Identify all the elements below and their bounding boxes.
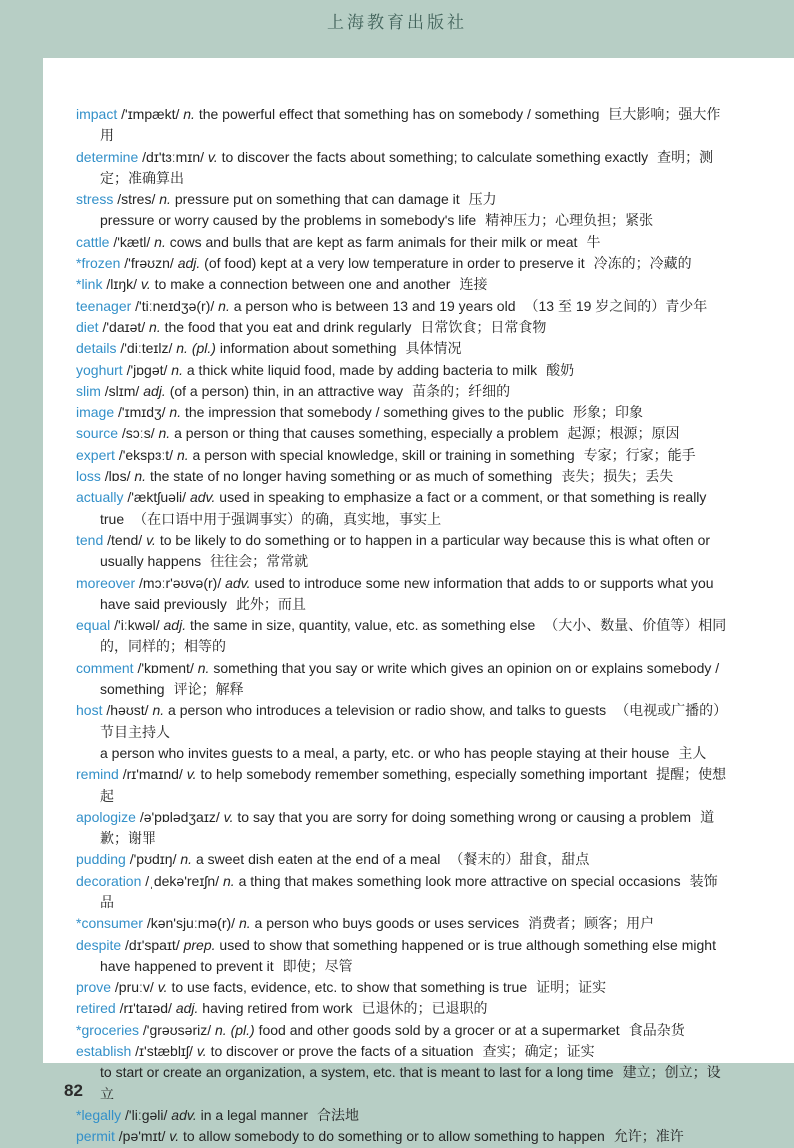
- definition-zh: 此外；而且: [235, 595, 306, 612]
- part-of-speech: adv.: [171, 1106, 197, 1123]
- part-of-speech: v.: [157, 979, 168, 996]
- vocab-entry-host: [76, 700, 728, 764]
- part-of-speech: v.: [196, 1043, 207, 1060]
- part-of-speech: n.: [154, 233, 166, 250]
- glossary-list: [76, 104, 728, 1148]
- definition-en: the state of no longer having something or as much of something: [149, 468, 553, 485]
- definition-zh: （13 至 19 岁之间的）青少年: [524, 297, 708, 314]
- definition-en: cows and bulls that are kept as farm animals for their milk or meat: [169, 233, 578, 250]
- phonetic: /'ekspɜːt/: [118, 446, 174, 463]
- part-of-speech: n.: [171, 361, 183, 378]
- phonetic: /həʊst/: [106, 702, 149, 719]
- definition-en: a person who is between 13 and 19 years old: [233, 297, 516, 314]
- definition-en: used to show that something happened or is true although something else might have happened to prevent it: [100, 936, 716, 974]
- definition-en: to discover or prove the facts of a situation: [210, 1043, 474, 1060]
- vocab-entry-determine: [76, 147, 728, 190]
- definition-en: to help somebody remember something, especially something important: [200, 766, 648, 783]
- definition-zh: 评论；解释: [173, 681, 244, 698]
- part-of-speech: adj.: [143, 382, 166, 399]
- phonetic: /rɪ'taɪəd/: [119, 1000, 172, 1017]
- headword: actually: [76, 489, 124, 506]
- definition-zh: 起源；根源；原因: [567, 425, 680, 442]
- phonetic: /rɪ'maɪnd/: [122, 766, 183, 783]
- definition-en: the impression that somebody / something gives to the public: [185, 404, 564, 421]
- part-of-speech: n.: [158, 425, 171, 442]
- definition-zh: 食品杂货: [628, 1021, 685, 1038]
- vocab-entry-decoration: [76, 871, 728, 914]
- part-of-speech: v.: [223, 808, 234, 825]
- definition-zh: 证明；证实: [536, 979, 607, 996]
- definition-en: (of food) kept at a very low temperature in order to preserve it: [204, 255, 585, 272]
- vocab-entry-consumer: [76, 913, 728, 934]
- headword: cattle: [76, 233, 110, 250]
- definition-zh: 即使；尽管: [282, 957, 353, 974]
- phonetic: /kən'sjuːmə(r)/: [146, 915, 236, 932]
- part-of-speech: adv.: [189, 489, 216, 506]
- headword: establish: [76, 1043, 132, 1060]
- headword: retired: [76, 1000, 116, 1017]
- definition-en: to be likely to do something or to happen in a particular way because this is what often or usually happens: [100, 531, 711, 570]
- vocab-entry-equal: [76, 615, 728, 658]
- definition-en: a thing that makes something look more attractive on special occasions: [238, 872, 681, 889]
- definition-zh: 装饰品: [100, 872, 718, 910]
- vocab-entry-yoghurt: [76, 360, 728, 381]
- headword: *legally: [76, 1106, 122, 1123]
- part-of-speech: adj.: [177, 255, 201, 272]
- definition-en: to make a connection between one and another: [154, 276, 451, 293]
- definition-en: a thick white liquid food, made by adding bacteria to milk: [186, 361, 538, 378]
- phonetic: /'iːkwəl/: [114, 617, 160, 634]
- headword: loss: [76, 468, 101, 485]
- part-of-speech: n.: [180, 851, 193, 868]
- secondary-sense: [100, 1062, 728, 1105]
- phonetic: /lɒs/: [104, 468, 131, 485]
- part-of-speech: n.: [222, 872, 235, 889]
- part-of-speech: n.: [183, 106, 195, 122]
- definition-en: the same in size, quantity, value, etc. as something else: [189, 617, 536, 634]
- definition-en: the food that you eat and drink regularly: [164, 318, 412, 335]
- vocab-entry-retired: [76, 998, 728, 1019]
- part-of-speech: n.: [149, 318, 161, 335]
- secondary-sense: [100, 743, 728, 764]
- definition-en: information about something: [219, 340, 397, 357]
- part-of-speech: n.: [134, 468, 147, 485]
- headword: slim: [76, 382, 101, 399]
- headword: stress: [76, 191, 114, 208]
- vocab-entry-teenager: [76, 296, 728, 317]
- headword: permit: [76, 1128, 115, 1145]
- vocab-entry-moreover: [76, 573, 728, 616]
- definition-zh: 合法地: [317, 1106, 360, 1123]
- definition-zh: 消费者；顾客；用户: [528, 915, 655, 932]
- definition-en-2: to start or create an organization, a system, etc. that is meant to last for a long time: [100, 1064, 614, 1081]
- vocab-entry-loss: [76, 466, 728, 487]
- headword: despite: [76, 936, 122, 953]
- definition-en: the powerful effect that something has on somebody / something: [198, 106, 600, 122]
- part-of-speech: n.: [238, 915, 251, 932]
- definition-en: to discover the facts about something; to calculate something exactly: [221, 148, 649, 165]
- part-of-speech: v.: [169, 1128, 180, 1145]
- vocab-entry-stress: [76, 189, 728, 232]
- definition-zh-2: 建立；创立；设立: [100, 1064, 721, 1102]
- definition-zh: 日常饮食；日常食物: [420, 318, 547, 335]
- vocab-entry-despite: [76, 935, 728, 978]
- vocab-entry-slim: [76, 381, 728, 402]
- headword: *groceries: [76, 1021, 140, 1038]
- definition-en: (of a person) thin, in an attractive way: [169, 382, 404, 399]
- part-of-speech: adj.: [175, 1000, 199, 1017]
- headword: expert: [76, 446, 115, 463]
- headword: image: [76, 404, 115, 421]
- vocab-entry-groceries: [76, 1020, 728, 1041]
- phonetic: /'æktʃuəli/: [127, 489, 187, 506]
- phonetic: /sɔːs/: [121, 425, 155, 442]
- vocab-entry-apologize: [76, 807, 728, 850]
- headword: comment: [76, 659, 134, 676]
- definition-zh: 已退休的；已退职的: [361, 1000, 488, 1017]
- phonetic: /'kætl/: [113, 233, 151, 250]
- definition-zh: 牛: [586, 233, 601, 250]
- phonetic: /ˌdekə'reɪʃn/: [145, 872, 220, 889]
- headword: prove: [76, 979, 112, 996]
- part-of-speech: n. (pl.): [215, 1021, 255, 1038]
- phonetic: /mɔːr'əʊvə(r)/: [139, 574, 222, 591]
- headword: yoghurt: [76, 361, 123, 378]
- vocab-entry-image: [76, 402, 728, 423]
- definition-zh: 酸奶: [546, 361, 575, 378]
- definition-en: in a legal manner: [200, 1106, 309, 1123]
- vocab-entry-legally: [76, 1105, 728, 1126]
- definition-en: pressure put on something that can damage it: [174, 191, 460, 208]
- definition-zh: 道歉；谢罪: [100, 808, 715, 847]
- part-of-speech: n.: [159, 191, 171, 208]
- phonetic: /stres/: [117, 191, 156, 208]
- phonetic: /'diːteɪlz/: [120, 340, 173, 357]
- part-of-speech: prep.: [183, 936, 216, 953]
- phonetic: /'liːgəli/: [125, 1106, 168, 1123]
- vocab-entry-actually: [76, 487, 728, 530]
- vocab-entry-permit: [76, 1126, 728, 1147]
- vocab-entry-tend: [76, 530, 728, 573]
- definition-zh: 往往会；常常就: [210, 553, 309, 570]
- definition-zh: 具体情况: [405, 340, 462, 357]
- part-of-speech: n. (pl.): [176, 340, 216, 357]
- part-of-speech: v.: [207, 148, 218, 165]
- definition-en: a person who introduces a television or radio show, and talks to guests: [168, 702, 607, 719]
- headword: *link: [76, 276, 103, 293]
- definition-en-2: a person who invites guests to a meal, a party, etc. or who has people staying at their house: [100, 744, 670, 761]
- phonetic: /pə'mɪt/: [118, 1128, 166, 1145]
- part-of-speech: adv.: [225, 574, 251, 591]
- headword: teenager: [76, 297, 132, 314]
- definition-zh: （在口语中用于强调事实）的确，真实地，事实上: [133, 510, 442, 527]
- vocab-entry-prove: [76, 977, 728, 998]
- vocab-entry-source: [76, 423, 728, 444]
- vocab-entry-details: [76, 338, 728, 359]
- definition-zh: （电视或广播的）节目主持人: [100, 702, 728, 740]
- part-of-speech: v.: [140, 276, 151, 293]
- part-of-speech: n.: [152, 702, 165, 719]
- headword: impact: [76, 106, 118, 122]
- definition-en: a person with special knowledge, skill or training in something: [192, 446, 575, 463]
- page-number: 82: [64, 1081, 83, 1100]
- definition-en: a person or thing that causes something, especially a problem: [174, 425, 559, 442]
- definition-zh-2: 主人: [678, 744, 707, 761]
- definition-zh: （大小、数量、价值等）相同的，同样的；相等的: [100, 617, 727, 655]
- headword: *frozen: [76, 255, 121, 272]
- vocab-entry-link: [76, 274, 728, 295]
- definition-en: food and other goods sold by a grocer or at a supermarket: [258, 1021, 620, 1038]
- phonetic: /pruːv/: [114, 979, 154, 996]
- phonetic: /'pʊdɪŋ/: [129, 851, 177, 868]
- phonetic: /'jɒgət/: [126, 361, 168, 378]
- definition-zh: 冷冻的；冷藏的: [593, 255, 692, 272]
- phonetic: /dɪ'tɜːmɪn/: [142, 148, 205, 165]
- definition-zh: 形象；印象: [572, 404, 643, 421]
- phonetic: /slɪm/: [104, 382, 140, 399]
- headword: pudding: [76, 851, 126, 868]
- definition-en: used to introduce some new information that adds to or supports what you have said previously: [100, 574, 714, 612]
- definition-zh: （餐末的）甜食，甜点: [449, 851, 590, 868]
- phonetic: /'daɪət/: [102, 318, 146, 335]
- vocab-entry-frozen: [76, 253, 728, 274]
- part-of-speech: n.: [197, 659, 210, 676]
- vocab-entry-impact: [76, 104, 728, 147]
- definition-zh: 连接: [459, 276, 488, 293]
- phonetic: /ə'pɒlədʒaɪz/: [139, 808, 220, 825]
- part-of-speech: v.: [146, 531, 156, 548]
- definition-en: something that you say or write which gives an opinion on or explains somebody / something: [100, 659, 720, 698]
- part-of-speech: n.: [176, 446, 189, 463]
- vocab-entry-pudding: [76, 849, 728, 870]
- definition-zh: 提醒；使想起: [100, 766, 727, 804]
- definition-en: to use facts, evidence, etc. to show that something is true: [171, 979, 528, 996]
- headword: remind: [76, 766, 119, 783]
- definition-en: a person who buys goods or uses services: [254, 915, 520, 932]
- vocab-entry-expert: [76, 445, 728, 466]
- definition-en: having retired from work: [202, 1000, 353, 1017]
- secondary-sense: [100, 210, 728, 231]
- phonetic: /tend/: [107, 531, 143, 548]
- definition-zh: 允许；准许: [613, 1128, 684, 1145]
- definition-zh-2: 精神压力；心理负担；紧张: [485, 212, 654, 229]
- headword: diet: [76, 318, 99, 335]
- definition-zh: 丧失；损失；丢失: [561, 468, 674, 485]
- vocab-entry-comment: [76, 658, 728, 701]
- vocab-entry-cattle: [76, 232, 728, 253]
- vocab-entry-diet: [76, 317, 728, 338]
- headword: host: [76, 702, 103, 719]
- definition-en: to say that you are sorry for doing something wrong or causing a problem: [237, 808, 692, 825]
- headword: details: [76, 340, 117, 357]
- definition-zh: 查实；确定；证实: [482, 1043, 595, 1060]
- headword: determine: [76, 148, 139, 165]
- definition-en: to allow somebody to do something or to allow something to happen: [183, 1128, 605, 1145]
- headword: tend: [76, 531, 104, 548]
- part-of-speech: adj.: [163, 617, 187, 634]
- headword: *consumer: [76, 915, 143, 932]
- definition-zh: 巨大影响；强大作用: [100, 106, 721, 144]
- headword: apologize: [76, 808, 136, 825]
- phonetic: /lɪŋk/: [106, 276, 138, 293]
- headword: moreover: [76, 574, 136, 591]
- phonetic: /ɪ'stæblɪʃ/: [135, 1043, 193, 1060]
- definition-en: a sweet dish eaten at the end of a meal: [195, 851, 441, 868]
- headword: equal: [76, 617, 111, 634]
- headword: decoration: [76, 872, 142, 889]
- publisher-header: 上海教育出版社: [327, 13, 467, 33]
- phonetic: /'ɪmpækt/: [121, 106, 180, 122]
- definition-zh: 苗条的；纤细的: [412, 382, 511, 399]
- definition-en-2: pressure or worry caused by the problems in somebody's life: [100, 212, 477, 229]
- definition-zh: 压力: [468, 191, 497, 208]
- phonetic: /'frəʊzn/: [124, 255, 174, 272]
- definition-en: used in speaking to emphasize a fact or a comment, or that something is really true: [100, 489, 707, 527]
- definition-zh: 专家；行家；能手: [583, 446, 696, 463]
- phonetic: /'grəʊsəriz/: [142, 1021, 212, 1038]
- vocab-entry-establish: [76, 1041, 728, 1105]
- phonetic: /'ɪmɪdʒ/: [118, 404, 166, 421]
- headword: source: [76, 425, 119, 442]
- part-of-speech: n.: [218, 297, 230, 314]
- phonetic: /'tiːneɪdʒə(r)/: [135, 297, 215, 314]
- part-of-speech: v.: [186, 766, 197, 783]
- part-of-speech: n.: [169, 404, 182, 421]
- vocab-entry-remind: [76, 764, 728, 807]
- definition-zh: 查明；测定；准确算出: [100, 148, 714, 186]
- phonetic: /dɪ'spaɪt/: [125, 936, 180, 953]
- phonetic: /'kɒment/: [137, 659, 194, 676]
